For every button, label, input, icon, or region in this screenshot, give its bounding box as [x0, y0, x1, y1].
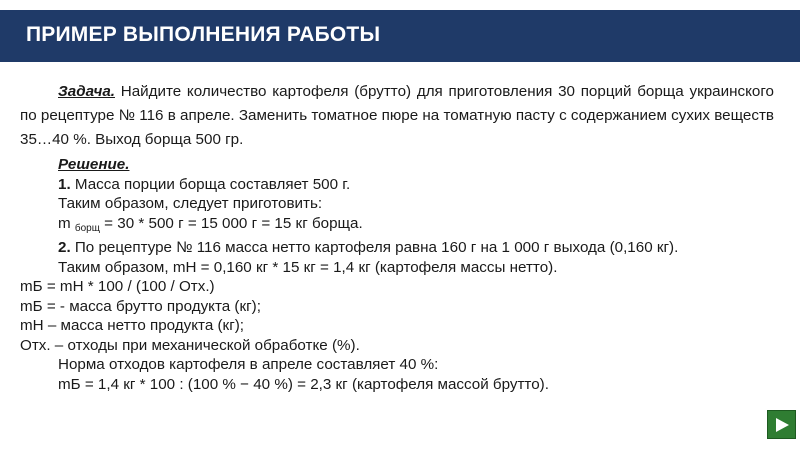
waste-norm-line: Норма отходов картофеля в апреле составляет 40 %: [58, 356, 439, 373]
netto-line: Таким образом, mН = 0,160 кг * 15 кг = 1,4 кг (картофеля массы нетто). [58, 258, 558, 276]
next-slide-button[interactable] [767, 410, 796, 439]
step-1 [20, 175, 774, 195]
prepare-line: Таким образом, следует приготовить: [58, 195, 323, 212]
step-2-number: 2. [58, 239, 71, 256]
definition-otx: Отх. – отходы при механической обработке (%). [20, 336, 360, 354]
definition-mb: mБ = - масса брутто продукта (кг); [20, 297, 261, 315]
header-bar [0, 10, 800, 62]
step-1-number: 1. [58, 175, 71, 193]
formula-subscript: борщ [74, 222, 100, 234]
task-paragraph [20, 80, 774, 152]
step-2-text: По рецептуре № 116 масса нетто картофеля равна 160 г на 1 000 г выхода (0,160 кг). [70, 239, 679, 256]
formula-m: m [58, 214, 75, 232]
formula-borsch [20, 214, 774, 239]
step-1-text: Масса порции борща составляет 500 г. [70, 175, 351, 193]
arrow-right-icon [772, 415, 792, 435]
solution-block [20, 155, 774, 394]
page-title: ПРИМЕР ВЫПОЛНЕНИЯ РАБОТЫ [26, 23, 381, 46]
step-2 [20, 238, 774, 258]
definition-mn: mН – масса нетто продукта (кг); [20, 317, 245, 334]
task-block [20, 80, 774, 152]
formula-mb: mБ = mН * 100 / (100 / Отх.) [20, 278, 215, 295]
task-label: Задача. [58, 83, 115, 100]
formula-rest: = 30 * 500 г = 15 000 г = 15 кг борща. [99, 214, 363, 232]
solution-label-line [20, 155, 774, 175]
solution-label: Решение. [58, 156, 130, 173]
task-text: Найдите количество картофеля (брутто) для приготовления 30 порций борща украинского по рецептуре № 116 в апреле. Заменить томатное пюре на томатную пасту с содержанием сухих веществ 35…40 %. Выход борща 500 гр. [20, 83, 774, 148]
result-line: mБ = 1,4 кг * 100 : (100 % − 40 %) = 2,3 кг (картофеля массой брутто). [58, 375, 549, 393]
